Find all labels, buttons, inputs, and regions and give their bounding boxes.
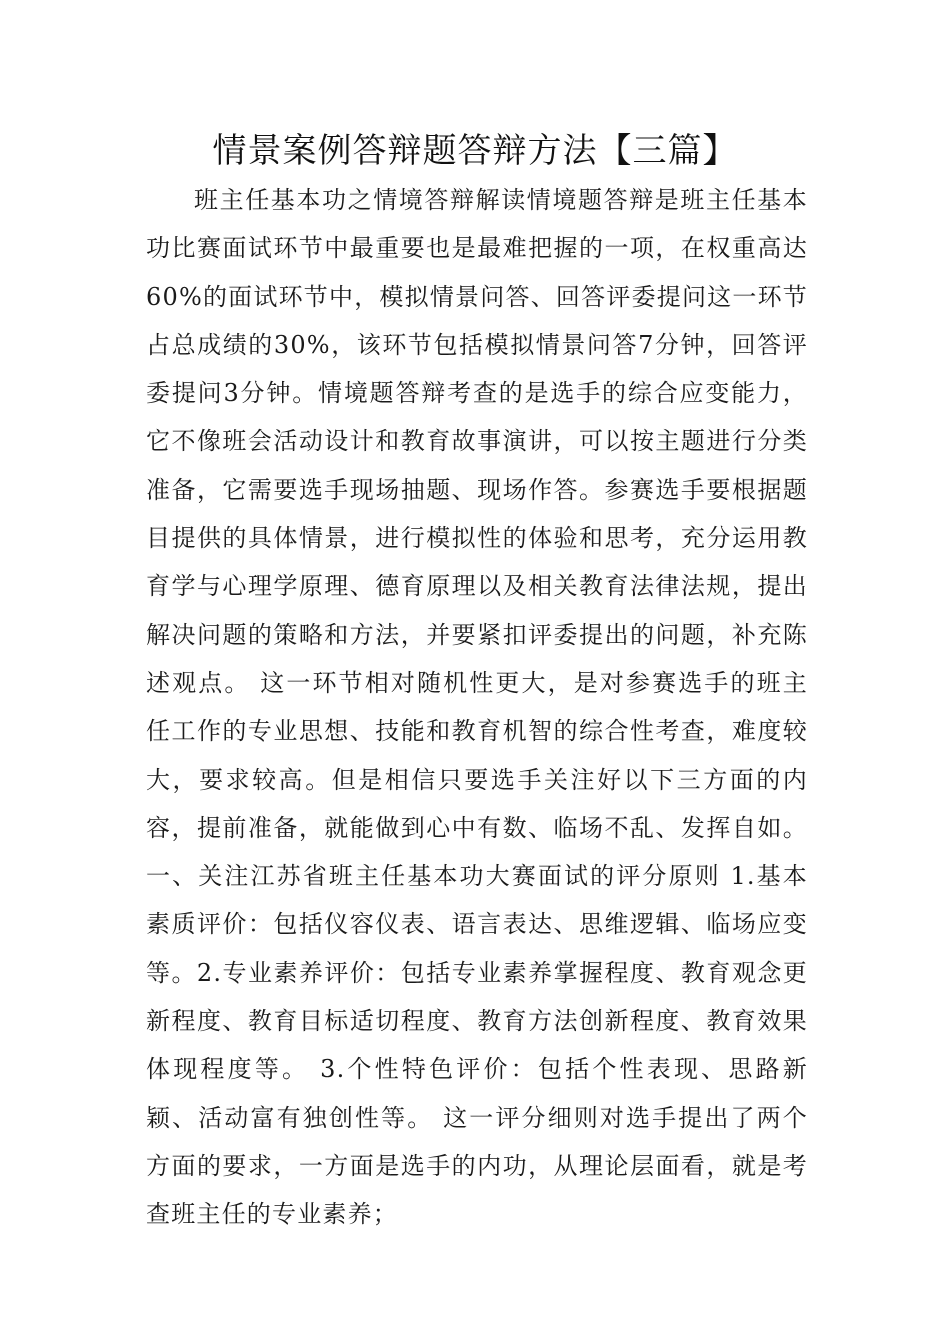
document-body-paragraph: 班主任基本功之情境答辩解读情境题答辩是班主任基本功比赛面试环节中最重要也是最难把握的一项，在权重高达60%的面试环节中，模拟情景问答、回答评委提问这一环节占总成绩的30%，该环节包括模拟情景问答7分钟，回答评委提问3分钟。情境题答辩考查的是选手的综合应变能力，它不像班会活动设计和教育故事演讲，可以按主题进行分类准备，它需要选手现场抽题、现场作答。参赛选手要根据题目提供的具体情景，进行模拟性的体验和思考，充分运用教育学与心理学原理、德育原理以及相关教育法律法规，提出解决问题的策略和方法，并要紧扣评委提出的问题，补充陈述观点。 这一环节相对随机性更大，是对参赛选手的班主任工作的专业思想、技能和教育机智的综合性考查，难度较大，要求较高。但是相信只要选手关注好以下三方面的内容，提前准备，就能做到心中有数、临场不乱、发挥自如。 一、关注江苏省班主任基本功大赛面试的评分原则 1.基本素质评价：包括仪容仪表、语言表达、思维逻辑、临场应变等。2.专业素养评价：包括专业素养掌握程度、教育观念更新程度、教育目标适切程度、教育方法创新程度、教育效果体现程度等。 3.个性特色评价：包括个性表现、思路新颖、活动富有独创性等。 这一评分细则对选手提出了两个方面的要求，一方面是选手的内功，从理论层面看，就是考查班主任的专业素养； [146, 186, 808, 1229]
document-title: 情景案例答辩题答辩方法【三篇】 [212, 131, 738, 171]
